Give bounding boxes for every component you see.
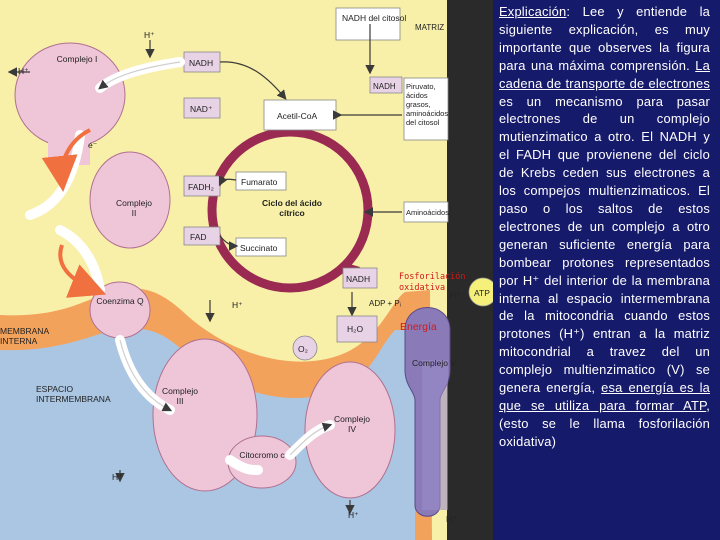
nadh-box (184, 52, 220, 72)
svg-text:NADH: NADH (373, 82, 396, 91)
svg-text:O₂: O₂ (298, 344, 308, 354)
svg-text:FADH₂: FADH₂ (188, 182, 214, 192)
explanation-panel (493, 0, 720, 540)
h2o-box (337, 316, 377, 342)
svg-text:Fumarato: Fumarato (241, 177, 278, 187)
nadh-box-2 (370, 77, 402, 93)
svg-text:H⁺: H⁺ (446, 514, 457, 524)
svg-text:H₂O: H₂O (347, 324, 364, 334)
nad-plus-box (184, 98, 220, 118)
adp-pi-label: ADP + Pᵢ (369, 299, 402, 308)
complejo-ii: Complejo II (90, 152, 170, 248)
svg-text:NAD⁺: NAD⁺ (190, 104, 213, 114)
complejo-iii: Complejo III (153, 339, 257, 491)
svg-text:H⁺: H⁺ (232, 300, 243, 310)
svg-text:H⁺: H⁺ (112, 472, 123, 482)
svg-text:H⁺: H⁺ (18, 66, 29, 76)
fad-box (184, 227, 220, 245)
membrana-interna-label: MEMBRANA INTERNA (0, 326, 49, 346)
nadh-box-3 (343, 268, 377, 288)
svg-text:NADH del citosol: NADH del citosol (342, 13, 407, 23)
complejo-i: Complejo I (15, 43, 125, 165)
explanation-heading: Explicación (499, 4, 567, 19)
svg-text:H⁺: H⁺ (348, 510, 359, 520)
succinato-box (236, 238, 286, 256)
explanation-body-1: es un mecanismo para pasar electrones de un complejo mutienzimatico a otro. El NADH y el FADH que provienene del ciclo de Krebs ceden sus electrones a los compejos multienzimaticos. El paso o los saltos de estos electrones de un complejo a otro generan suficiente energía para bombear protones representados por H⁺ del interior de la membrana interna al espacio intermembrana de la mitocondria cuando estos protones (H⁺) entran a la matriz mitocondrial a travez del un complejo multienzimatico (V) se genera energía, (499, 93, 710, 396)
espacio-intermembrana-label: ESPACIO INTERMEMBRANA (36, 384, 111, 404)
explanation-body-2: , (esto se le llama fosforilación oxidativa) (499, 397, 710, 449)
acetil-coa-box (264, 100, 336, 130)
svg-text:FAD: FAD (190, 232, 207, 242)
piruvato-box: Piruvato, ácidos grasos, aminoácidos del citosol (404, 78, 448, 140)
svg-text:NADH: NADH (346, 274, 371, 284)
svg-text:ATP: ATP (474, 288, 490, 298)
matriz-label: MATRIZ (415, 23, 445, 32)
right-edge (447, 0, 493, 540)
svg-text:Acetil-CoA: Acetil-CoA (277, 111, 318, 121)
energia-annotation: Energía (400, 321, 437, 333)
svg-text:e⁻: e⁻ (88, 140, 98, 150)
nadh-citosol-box (336, 8, 406, 40)
svg-text:H⁺: H⁺ (144, 30, 155, 40)
aminoacidos-box (404, 202, 449, 222)
ciclo-label: Ciclo del ácido cítrico (262, 198, 322, 218)
complejo-iv: Complejo IV (305, 362, 395, 498)
svg-text:Succinato: Succinato (240, 243, 278, 253)
atp-circle (469, 278, 493, 306)
fadh2-box (184, 176, 220, 196)
explanation-emphasis: esa energía es la que se utiliza para formar ATP (499, 380, 711, 413)
explanation-intro: : Lee y entiende la siguiente explicación, es muy importante que observes la figura para una máxima comprensión. (499, 4, 710, 73)
complejo-v: Complejo V (405, 308, 456, 517)
coenzima-q: Coenzima Q (90, 282, 150, 338)
citocromo-c: Citocromo c (228, 436, 296, 488)
fumarato-box (236, 172, 286, 190)
explanation-term: La cadena de transporte de electrones (499, 57, 710, 91)
fosforilacion-annotation: Fosforilación oxidativa (399, 272, 466, 293)
o2-circle (293, 336, 317, 360)
explanation-text (493, 0, 720, 451)
svg-text:H⁺: H⁺ (450, 290, 461, 300)
svg-text:NADH: NADH (189, 58, 214, 68)
svg-text:Aminoácidos: Aminoácidos (406, 208, 449, 217)
